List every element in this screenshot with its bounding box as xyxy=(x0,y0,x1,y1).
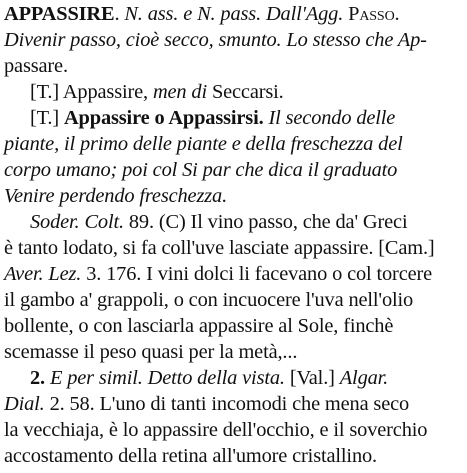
line-1: APPASSIRE. N. ass. e N. pass. Dall'Agg. Passo. xyxy=(4,3,400,25)
editor-tag: [T.] xyxy=(30,81,60,103)
line-3: passare. xyxy=(4,55,68,77)
line-6: piante, il primo delle piante e della freschezza del xyxy=(4,133,403,155)
line-9: Soder. Colt. 89. (C) Il vino passo, che da' Greci xyxy=(30,211,408,233)
line-12: il gambo a' grappoli, o con incuocere l'uva nell'olio xyxy=(4,289,414,311)
line-4: [T.] Appassire, men di Seccarsi. xyxy=(30,81,284,103)
line-2 xyxy=(4,27,427,53)
line-14: scemasse il peso quasi per la metà,... xyxy=(4,341,298,363)
line-17: la vecchiaja, è lo appassire dell'occhio, e il soverchio xyxy=(4,419,428,441)
cross-reference: Passo xyxy=(348,3,395,25)
sense-number: 2. xyxy=(30,367,45,389)
line-10: è tanto lodato, si fa coll'uve lasciate appassire. [Cam.] xyxy=(4,237,435,259)
line-16: Dial. 2. 58. L'uno di tanti incomodi che mena seco xyxy=(4,393,410,415)
line-8: Venire perdendo freschezza. xyxy=(4,185,228,207)
citation-source: Aver. Lez. xyxy=(4,263,82,285)
line-5: [T.] Appassire o Appassirsi. Il secondo delle xyxy=(30,107,396,129)
grammar-note: N. ass. e N. pass. Dall'Agg. xyxy=(124,3,344,25)
citation-source: Dial. xyxy=(4,393,45,415)
subheadword: Appassire o Appassirsi. xyxy=(63,107,264,129)
line-13: bollente, o con lasciarla appassire al Sole, finchè xyxy=(4,315,394,337)
line-18: accostamento della retina all'umore cristallino. xyxy=(4,445,377,467)
citation-source: Algar. xyxy=(339,367,389,389)
line-7: corpo umano; poi col Si par che dica il graduato xyxy=(4,159,398,181)
editor-tag: [Val.] xyxy=(289,367,335,389)
citation-source: Soder. Colt. xyxy=(30,211,124,233)
line-15: 2. E per simil. Detto della vista. [Val.] Algar. xyxy=(30,367,389,389)
editor-tag: [T.] xyxy=(30,107,60,129)
line-11: Aver. Lez. 3. 176. I vini dolci li facevano o col torcere xyxy=(4,263,433,285)
definition-text: Divenir passo, cioè secco, smunto. Lo stesso che Ap- xyxy=(4,29,427,51)
headword: APPASSIRE xyxy=(4,3,115,25)
